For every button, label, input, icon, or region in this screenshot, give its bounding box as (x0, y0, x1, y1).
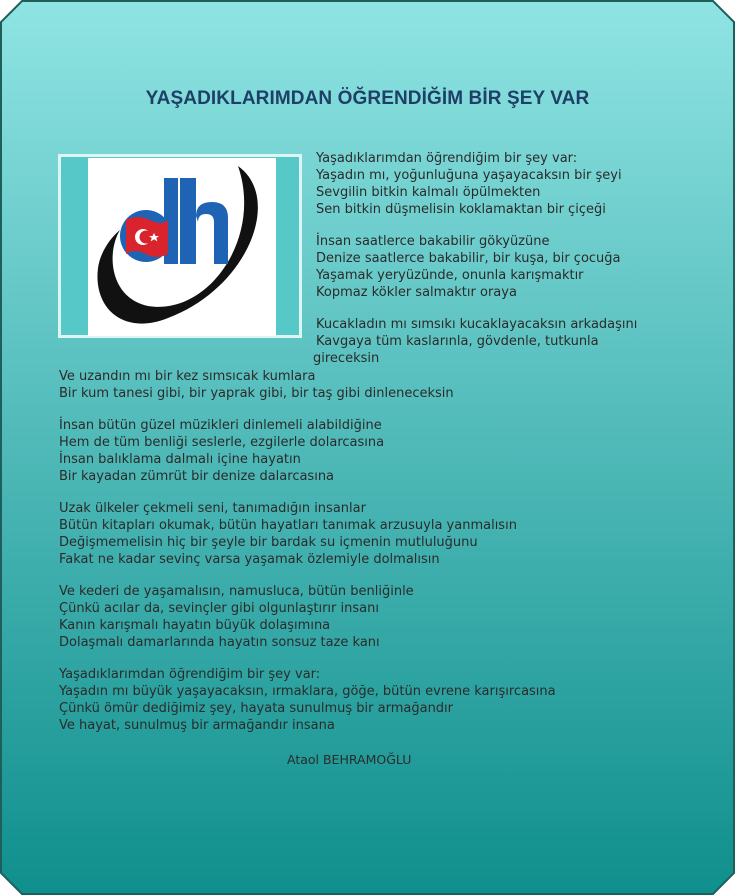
wrapped-line: gireceksin (313, 351, 380, 366)
poem-line: Ve uzandın mı bir kez sımsıcak kumlara (59, 369, 316, 384)
poem-line: Dolaşmalı damarlarında hayatın sonsuz taze kanı (59, 635, 380, 650)
logo-image (88, 158, 276, 336)
poem-line: Bir kayadan zümrüt bir denize dalarcasına (59, 469, 335, 484)
stanza-gap (316, 301, 637, 316)
poem-line: İnsan balıklama dalmalı içine hayatın (59, 452, 301, 467)
poem-line: Yaşadın mı büyük yaşayacaksın, ırmaklara, göğe, bütün evrene karışırcasına (59, 684, 556, 699)
logo-frame (58, 154, 302, 338)
stanza-gap (59, 402, 556, 417)
poem-line: Yaşamak yeryüzünde, onunla karışmaktır (316, 268, 584, 283)
poem-line: Kavgaya tüm kaslarınla, gövdenle, tutkunla (316, 334, 599, 349)
poem-line: Kanın karışmalı hayatın büyük dolaşımına (59, 618, 331, 633)
stanza-gap (59, 568, 556, 583)
page-title: YAŞADIKLARIMDAN ÖĞRENDİĞİM BİR ŞEY VAR (145, 88, 590, 109)
poem-line: Yaşadıklarımdan öğrendiğim bir şey var: (316, 151, 578, 166)
poem-line: Ve hayat, sunulmuş bir armağandır insana (59, 718, 335, 733)
poem-line: Değişmemelisin hiç bir şeyle bir bardak su içmenin mutluluğunu (59, 535, 478, 550)
poem-line: Yaşadın mı, yoğunluğuna yaşayacaksın bir şeyi (316, 168, 622, 183)
poem-line: Ve kederi de yaşamalısın, namusluca, bütün benliğinle (59, 584, 414, 599)
poem-line: Denize saatlerce bakabilir, bir kuşa, bir çocuğa (316, 251, 621, 266)
poem-line: Sevgilin bitkin kalmalı öpülmekten (316, 185, 541, 200)
poem-left-column (59, 368, 556, 734)
poem-line: Çünkü ömür dediğimiz şey, hayata sunulmuş bir armağandır (59, 701, 454, 716)
poem-line: Yaşadıklarımdan öğrendiğim bir şey var: (59, 667, 321, 682)
poem-line: Kucakladın mı sımsıkı kucaklayacaksın arkadaşını (316, 317, 638, 332)
author-name: Ataol BEHRAMOĞLU (287, 752, 412, 767)
poem-line: Fakat ne kadar sevinç varsa yaşamak özlemiyle dolmalısın (59, 552, 440, 567)
poem-right-column (316, 150, 637, 350)
dh-logo-icon (88, 158, 276, 336)
poem-line: Çünkü acılar da, sevinçler gibi olgunlaştırır insanı (59, 601, 379, 616)
poem-line: Sen bitkin düşmelisin koklamaktan bir çiçeği (316, 202, 606, 217)
poem-line: Bütün kitapları okumak, bütün hayatları tanımak arzusuyla yanmalısın (59, 518, 517, 533)
poem-line: Bir kum tanesi gibi, bir yaprak gibi, bir taş gibi dinleneceksin (59, 386, 454, 401)
poem-line: Kopmaz kökler salmaktır oraya (316, 285, 517, 300)
stanza-gap (59, 485, 556, 500)
stanza-gap (316, 218, 637, 233)
poem-line: Hem de tüm benliği seslerle, ezgilerle dolarcasına (59, 435, 385, 450)
poem-line: İnsan saatlerce bakabilir gökyüzüne (316, 234, 550, 249)
poem-line: İnsan bütün güzel müzikleri dinlemeli alabildiğine (59, 418, 382, 433)
poem-line: Uzak ülkeler çekmeli seni, tanımadığın insanlar (59, 501, 366, 516)
stanza-gap (59, 651, 556, 666)
